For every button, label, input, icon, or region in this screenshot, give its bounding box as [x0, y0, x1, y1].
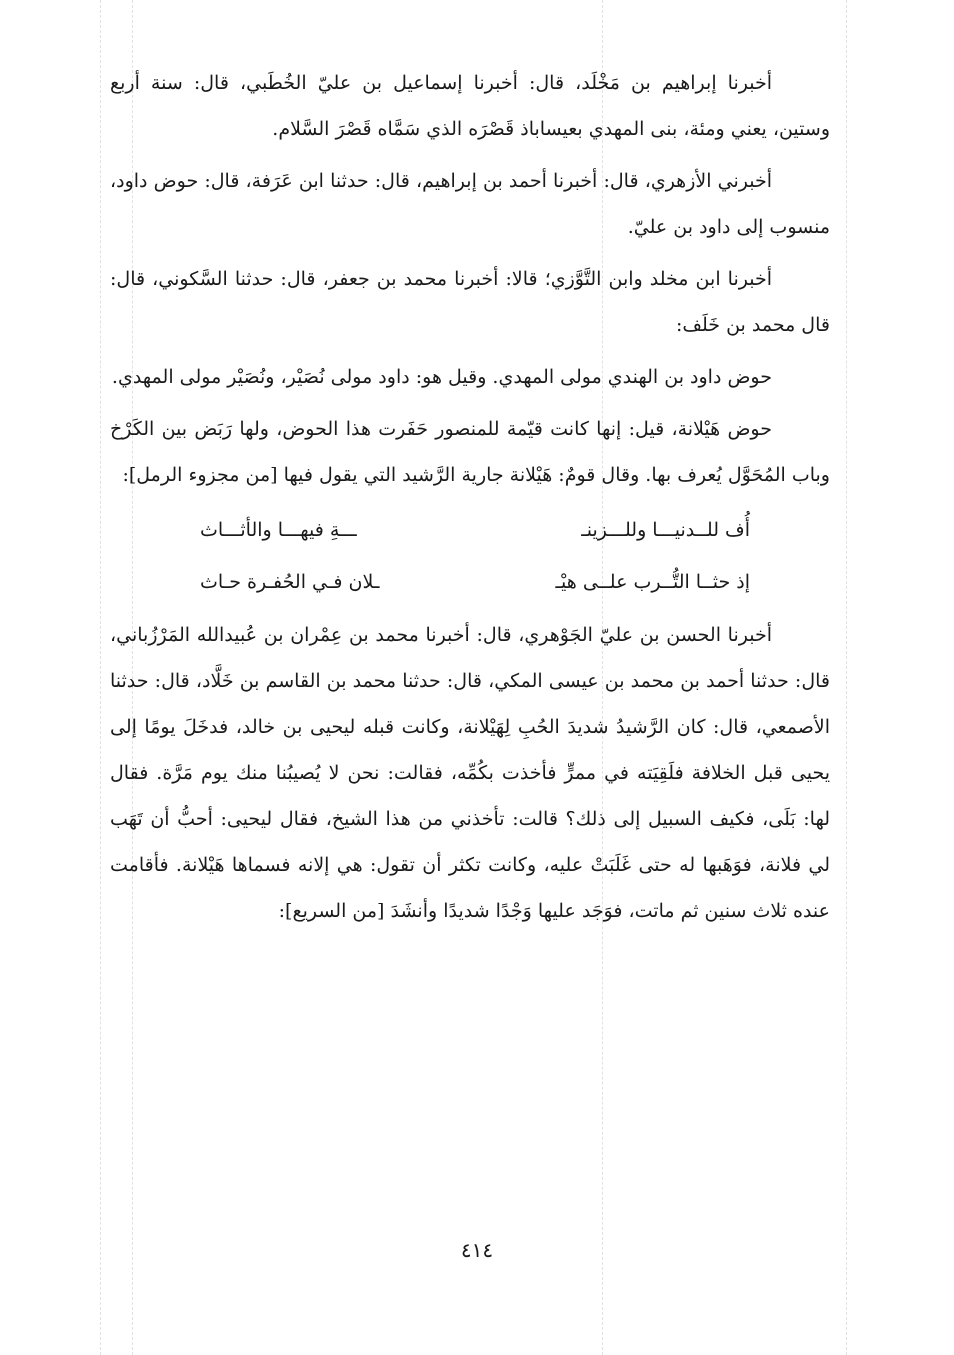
- verse-second-hemistich: ـــةِ فيهـــا والأثـــاث: [200, 519, 357, 541]
- paragraph: حوض هَيْلانة، قيل: إنها كانت قيّمة للمنصور حَفَرت هذا الحوض، ولها رَبَض بين الكَرْخ وباب المُحَوَّل يُعرف بها. وقال قومٌ: هَيْلانة جارية الرَّشيد التي يقول فيها [من مجزوء الرمل]:: [110, 418, 830, 486]
- page-number: ٤١٤: [460, 1238, 494, 1262]
- verse-second-hemistich: ـلان فـي الحُفـرة حـاث: [200, 571, 380, 593]
- paragraph: حوض داود بن الهندي مولى المهدي. وقيل هو: داود مولى نُصَيْر، ونُصَيْر مولى المهدي.: [111, 366, 772, 388]
- paragraph: أخبرني الأزهري، قال: أخبرنا أحمد بن إبراهيم، قال: حدثنا ابن عَرَفة، قال: حوض داود، منسوب إلى داود بن عليّ.: [110, 170, 830, 238]
- verse-first-hemistich: إذ حثــا التُّــرب علــى هيْـ: [555, 571, 750, 593]
- paragraph: أخبرنا ابن مخلد وابن التَّوَّزي؛ قالا: أخبرنا محمد بن جعفر، قال: حدثنا السَّكوني، قال: قال محمد بن خَلَف:: [110, 268, 830, 336]
- poem-verse: [110, 504, 830, 556]
- poem-verse: [110, 556, 830, 608]
- main-text-column: [110, 60, 830, 940]
- verse-first-hemistich: أُف للــدنيـــا وللـــزينـ: [581, 519, 750, 541]
- paragraph: أخبرنا إبراهيم بن مَخْلَد، قال: أخبرنا إسماعيل بن عليّ الخُطَبي، قال: سنة أربع وستين، يعني ومئة، بنى المهدي بعيساباذ قَصْرَه الذي سَمَّاه قَصْرَ السَّلام.: [110, 72, 830, 140]
- poem: [110, 504, 830, 608]
- paragraph: أخبرنا الحسن بن عليّ الجَوْهري، قال: أخبرنا محمد بن عِمْران بن عُبيدالله المَرْزُباني، قال: حدثنا أحمد بن محمد بن عيسى المكي، قال: حدثنا محمد بن القاسم بن خَلَّاد، قال: حدثنا الأصمعي، قال: كان الرَّشيدُ شديدَ الحُبِ لِهَيْلانة، وكانت قبله ليحيى بن خالد، فدخَلَ يومًا إلى يحيى قبل الخلافة فلَقِيَته في ممرٍّ فأخذت بكُمِّه، فقالت: نحن لا يُصيبُنا منك يوم مَرَّة. فقال لها: بَلَى، فكيف السبيل إلى ذلك؟ قالت: تأخذني من هذا الشيخ، فقال ليحيى: أحبُّ أن تَهَب لي فلانة، فوَهَبها له حتى غَلَبَتْ عليه، وكانت تكثر أن تقول: هي إلانه فسماها هَيْلانة. فأقامت عنده ثلاث سنين ثم ماتت، فوَجَد عليها وَجْدًا شديدًا وأنشَدَ [من السريع]:: [110, 624, 830, 922]
- scan-guide-line: [846, 0, 847, 1355]
- scan-guide-line: [100, 0, 101, 1355]
